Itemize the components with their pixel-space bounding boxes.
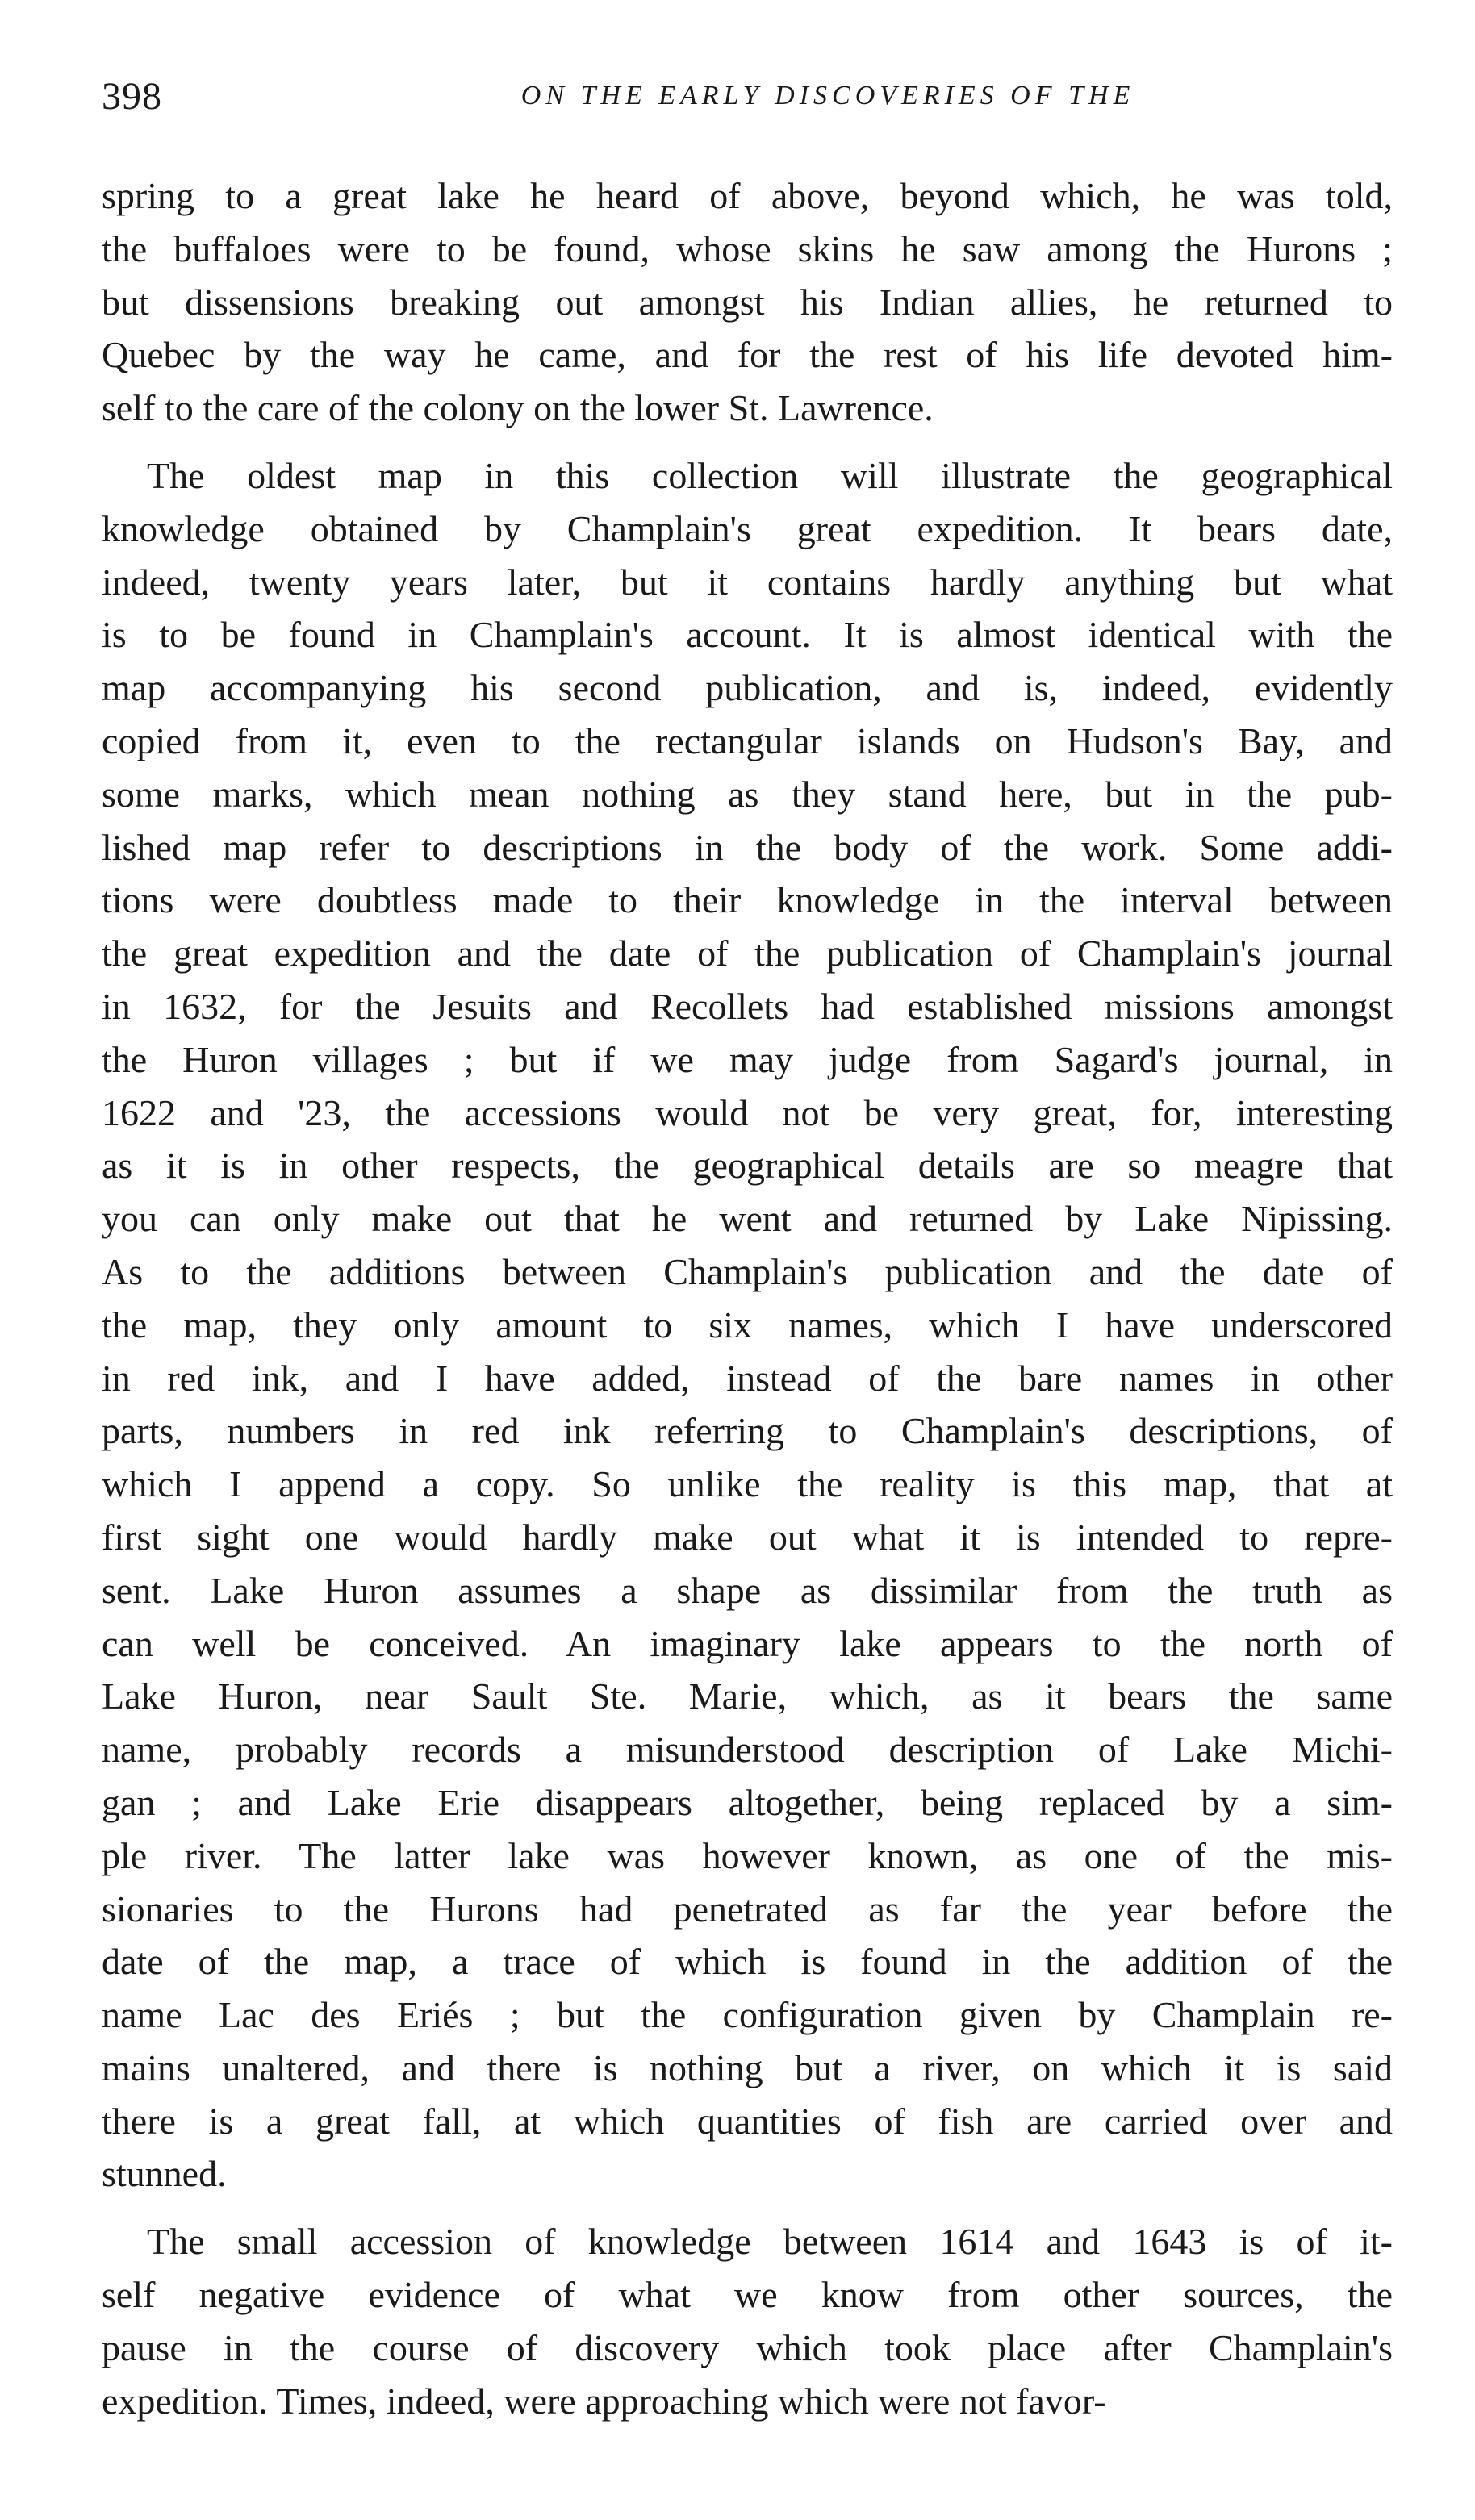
text-line: spring to a great lake he heard of above, beyond which, he was told,: [102, 175, 1393, 216]
text-line: in 1632, for the Jesuits and Recollets had established missions amongst: [102, 985, 1393, 1027]
running-title: ON THE EARLY DISCOVERIES OF THE: [520, 81, 1135, 111]
text-line: you can only make out that he went and returned by Lake Nipissing.: [102, 1198, 1393, 1240]
text-line: pause in the course of discovery which took place after Champlain's: [102, 2326, 1393, 2368]
text-line: Lake Huron, near Sault Ste. Marie, which, as it bears the same: [102, 1675, 1393, 1717]
paragraph: [102, 2215, 1393, 2427]
text-line: can well be conceived. An imaginary lake appears to the north of: [102, 1622, 1393, 1664]
text-line: but dissensions breaking out amongst his Indian allies, he returned to: [102, 281, 1393, 323]
text-line: tions were doubtless made to their knowledge in the interval between: [102, 879, 1393, 921]
text-line: copied from it, even to the rectangular islands on Hudson's Bay, and: [102, 720, 1393, 761]
body-text: [102, 169, 1393, 2427]
text-line: The small accession of knowledge between 1614 and 1643 is of it-: [147, 2221, 1393, 2263]
text-line: parts, numbers in red ink referring to Champlain's descriptions, of: [102, 1410, 1393, 1452]
text-line: some marks, which mean nothing as they stand here, but in the pub-: [102, 773, 1393, 815]
text-line: date of the map, a trace of which is found in the addition of the: [102, 1941, 1393, 1983]
text-line: the buffaloes were to be found, whose skins he saw among the Hurons ;: [102, 227, 1393, 269]
text-line: The oldest map in this collection will illustrate the geographical: [147, 454, 1393, 496]
text-line: expedition. Times, indeed, were approaching which were not favor-: [102, 2380, 1106, 2422]
text-line: stunned.: [102, 2153, 227, 2195]
text-line: self to the care of the colony on the lower St. Lawrence.: [102, 387, 934, 429]
text-line: gan ; and Lake Erie disappears altogether, being replaced by a sim-: [102, 1781, 1393, 1823]
text-line: lished map refer to descriptions in the body of the work. Some addi-: [102, 826, 1393, 868]
text-line: there is a great fall, at which quantities of fish are carried over and: [102, 2100, 1393, 2142]
text-line: map accompanying his second publication, and is, indeed, evidently: [102, 667, 1393, 709]
text-line: which I append a copy. So unlike the reality is this map, that at: [102, 1463, 1393, 1505]
text-line: mains unaltered, and there is nothing but a river, on which it is said: [102, 2046, 1393, 2088]
text-line: As to the additions between Champlain's publication and the date of: [102, 1250, 1393, 1292]
page-header: [102, 74, 1393, 131]
text-line: the map, they only amount to six names, which I have underscored: [102, 1304, 1393, 1346]
text-line: indeed, twenty years later, but it contains hardly anything but what: [102, 561, 1393, 603]
text-line: in red ink, and I have added, instead of the bare names in other: [102, 1357, 1393, 1399]
text-line: self negative evidence of what we know from other sources, the: [102, 2274, 1393, 2316]
text-line: is to be found in Champlain's account. It is almost identical with the: [102, 614, 1393, 656]
text-line: as it is in other respects, the geographical details are so meagre that: [102, 1145, 1393, 1187]
text-line: the great expedition and the date of the publication of Champlain's journal: [102, 932, 1393, 974]
text-line: name Lac des Eriés ; but the configuration given by Champlain re-: [102, 1994, 1393, 2036]
text-line: ple river. The latter lake was however known, as one of the mis-: [102, 1834, 1393, 1876]
text-line: Quebec by the way he came, and for the rest of his life devoted him-: [102, 334, 1393, 376]
text-line: name, probably records a misunderstood description of Lake Michi-: [102, 1729, 1393, 1771]
paragraph: [102, 449, 1393, 2201]
paragraph: [102, 169, 1393, 435]
paragraph-gap: [102, 435, 1393, 449]
text-line: 1622 and '23, the accessions would not be very great, for, interesting: [102, 1091, 1393, 1133]
page-number: 398: [102, 75, 162, 118]
text-line: knowledge obtained by Champlain's great expedition. It bears date,: [102, 507, 1393, 549]
text-line: the Huron villages ; but if we may judge from Sagard's journal, in: [102, 1038, 1393, 1080]
paragraph-gap: [102, 2201, 1393, 2215]
text-line: sent. Lake Huron assumes a shape as dissimilar from the truth as: [102, 1569, 1393, 1611]
text-line: first sight one would hardly make out what it is intended to repre-: [102, 1516, 1393, 1558]
text-line: sionaries to the Hurons had penetrated as far the year before the: [102, 1888, 1393, 1930]
